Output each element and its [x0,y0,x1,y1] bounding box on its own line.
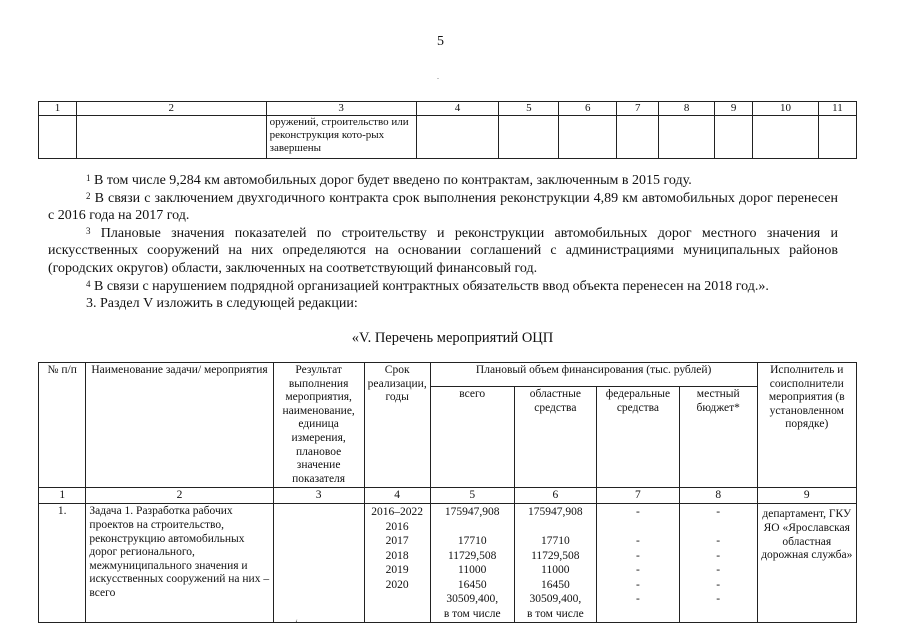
continued-cell-text: оружений, строительство или реконструкция кото-рых завершены [266,116,416,159]
col-number: 2 [86,488,273,504]
col-number: 8 [679,488,757,504]
stray-dot: . [437,72,439,81]
header-planned: Плановый объем финансирования (тыс. рублей) [430,363,757,387]
footnotes [48,172,838,313]
section-title: «V. Перечень мероприятий ОЦП [351,330,554,346]
row-executor: департамент, ГКУ ЯО «Ярославская областная дорожная служба» [757,504,856,623]
row-local: - - - - - - [679,504,757,623]
col-number: 7 [596,488,679,504]
header-total: всего [430,387,514,488]
col-number: 11 [818,102,856,116]
header-number: № п/п [39,363,86,488]
header-executor: Исполнитель и соисполнители мероприятия (в установленном порядке) [757,363,856,488]
row-result [273,504,364,623]
header-result: Результат выполнения мероприятия, наименование, единица измерения, плановое значение показателя [273,363,364,488]
col-number: 2 [76,102,266,116]
col-number: 4 [364,488,430,504]
col-number: 9 [715,102,753,116]
header-term: Срок реализации, годы [364,363,430,488]
activities-table [38,362,857,623]
row-years: 2016–2022 2016 2017 2018 2019 2020 [364,504,430,623]
stray-mark: ‘ [295,618,298,628]
col-number: 3 [273,488,364,504]
amendment-item-3: 3. Раздел V изложить в следующей редакции: [86,296,358,312]
continuation-table [38,101,857,159]
header-row [39,363,857,387]
footnote-4: $^4$ В связи с нарушением подрядной организацией контрактных обязательств ввод объекта перенесен на 2018 год.». [86,278,769,294]
table-row [39,504,857,623]
header-federal: федеральные средства [596,387,679,488]
column-number-row [39,488,857,504]
row-task: Задача 1. Разработка рабочих проектов на строительство, реконструкцию автомобильных дорог регионального, межмуниципального значения и искусственных сооружений на них – всего [86,504,273,623]
header-local: местный бюджет* [679,387,757,488]
col-number: 1 [39,102,77,116]
column-number-row [39,102,857,116]
col-number: 8 [659,102,715,116]
col-number: 5 [430,488,514,504]
row-federal: - - - - - - [596,504,679,623]
col-number: 4 [416,102,499,116]
table-row [39,116,857,159]
col-number: 10 [753,102,819,116]
row-total: 175947,908 17710 11729,508 11000 16450 30509,400, в том числе [430,504,514,623]
row-number: 1. [39,504,86,623]
col-number: 9 [757,488,856,504]
col-number: 7 [617,102,659,116]
col-number: 3 [266,102,416,116]
col-number: 5 [499,102,559,116]
col-number: 1 [39,488,86,504]
page-number: 5 [437,34,444,49]
col-number: 6 [559,102,617,116]
footnote-1: $^1$ В том числе 9,284 км автомобильных дорог будет введено по контрактам, заключенным в 2015 году. [86,173,692,188]
footnote-3: $^3$ Плановые значения показателей по строительству и реконструкции автомобильных дорог местного значения и искусственных сооружений на них определяются на основании соглашений с администрациями муниципальных районов (городских округов) области, заключенных на соответствующий финансовый год. [48,225,838,276]
footnote-2: $^2$ В связи с заключением двухгодичного контракта срок выполнения реконструкции 4,89 км автомобильных дорог перенесен с 2016 года на 2017 год. [48,190,838,224]
header-regional: областные средства [514,387,596,488]
col-number: 6 [514,488,596,504]
header-task: Наименование задачи/ мероприятия [86,363,273,488]
row-regional: 175947,908 17710 11729,508 11000 16450 30509,400, в том числе [514,504,596,623]
